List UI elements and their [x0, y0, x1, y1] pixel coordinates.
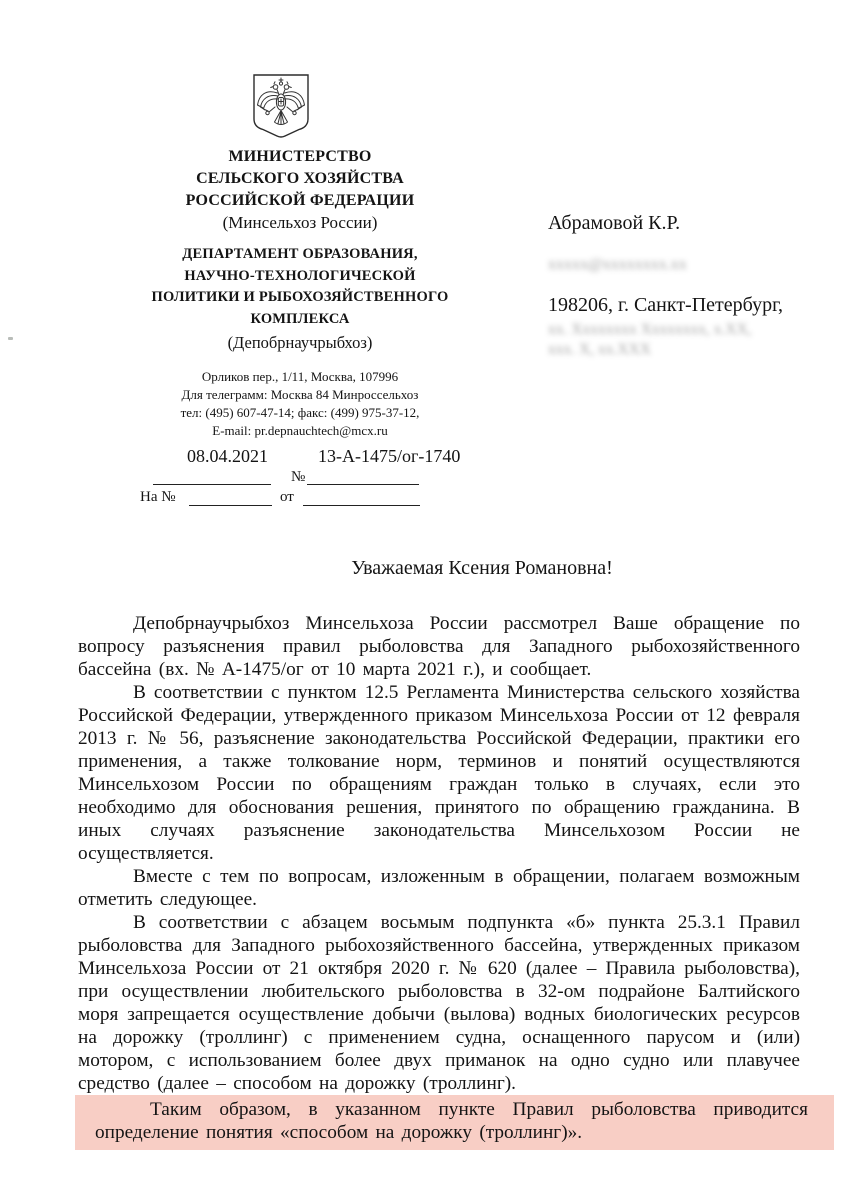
letter-body [78, 556, 808, 1150]
reference-row [105, 446, 495, 470]
highlighted-paragraph: Таким образом, в указанном пункте Правил рыболовства приводится определение понятия «способом на дорожку (троллинг)». [75, 1095, 834, 1150]
paragraph-2: В соответствии с пунктом 12.5 Регламента Министерства сельского хозяйства Российской Федерации, утвержденного приказом Минсельхоза России от 12 февраля 2013 г. № 56, разъяснение законодательства Российской Федерации, практики его применения, а также толкование норм, терминов и понятий осуществляются Минсельхозом России по обращениям граждан только в случаях, если это необходимо для обоснования решения, принятого по обращению гражданина. В иных случаях разъяснение законодательства Минсельхозом России не осуществляется. [78, 682, 800, 864]
ministry-short-name: (Минсельхоз России) [222, 213, 378, 232]
recipient-address-redacted-1: хх. Хххххххх Хххххххх, х.ХХ, [548, 321, 752, 338]
recipient-city: 198206, г. Санкт-Петербург, [548, 294, 784, 316]
department-short-name: (Депобрнаучрыбхоз) [227, 333, 373, 352]
phone-fax: тел: (495) 607-47-14; факс: (499) 975-37-12, [180, 405, 420, 420]
ministry-line-3: РОССИЙСКОЙ ФЕДЕРАЦИИ [185, 192, 415, 209]
telegram-address: Для телеграмм: Москва 84 Минроссельхоз [181, 387, 419, 402]
ministry-line-2: СЕЛЬСКОГО ХОЗЯЙСТВА [196, 170, 404, 187]
email-address: E-mail: pr.depnauchtech@mcx.ru [212, 423, 388, 438]
recipient-email-redacted: xxxxx@xxxxxxxx.xx [548, 256, 687, 273]
letter-date: 08.04.2021 [187, 446, 268, 466]
contact-info-block [105, 368, 495, 440]
number-sign: № [291, 469, 306, 485]
recipient-address-redacted-2: ххх. Х, хх.ХХХ [548, 341, 651, 358]
letter-number: 13-А-1475/ог-1740 [318, 446, 461, 466]
recipient-name: Абрамовой К.Р. [548, 212, 681, 234]
reply-number-underline [189, 505, 272, 506]
department-line-2: НАУЧНО-ТЕХНОЛОГИЧЕСКОЙ [184, 267, 416, 284]
department-line-3: ПОЛИТИКИ И РЫБОХОЗЯЙСТВЕННОГО [151, 289, 449, 305]
department-name-block [105, 244, 495, 354]
ministry-name-block [105, 146, 495, 234]
department-line-4: КОМПЛЕКСА [250, 310, 350, 327]
russia-coat-of-arms-icon [251, 73, 311, 139]
paragraph-3: Вместе с тем по вопросам, изложенным в обращении, полагаем возможным отметить следующее. [78, 866, 800, 910]
postal-address: Орликов пер., 1/11, Москва, 107996 [201, 369, 399, 384]
reply-from-label: от [280, 489, 294, 505]
recipient-block [548, 212, 838, 360]
scan-artifact-mark [8, 337, 13, 340]
paragraph-1: Депобрнаучрыбхоз Минсельхоза России рассмотрел Ваше обращение по вопросу разъяснения правил рыболовства для Западного рыбохозяйственного бассейна (вх. № А-1475/ог от 10 марта 2021 г.), и сообщает. [78, 613, 800, 680]
reply-to-label: На № [140, 489, 176, 505]
department-line-1: ДЕПАРТАМЕНТ ОБРАЗОВАНИЯ, [182, 246, 418, 262]
paragraphs [78, 612, 808, 1150]
date-underline [153, 484, 271, 485]
paragraph-4: В соответствии с абзацем восьмым подпункта «б» пункта 25.3.1 Правил рыболовства для Западного рыбохозяйственного бассейна, утвержденных приказом Минсельхоза России от 21 октября 2020 г. № 620 (далее – Правила рыболовства), при осуществлении любительского рыболовства в 32-ом подрайоне Балтийского моря запрещается осуществление добычи (вылова) водных биологических ресурсов на дорожку (троллинг) с применением судна, оснащенного парусом и (или) мотором, с использованием более двух приманок на одно судно или плавучее средство (далее – способом на дорожку (троллинг). [78, 912, 800, 1094]
ministry-line-1: МИНИСТЕРСТВО [228, 148, 372, 165]
salutation: Уважаемая Ксения Романовна! [351, 557, 613, 579]
number-underline [307, 484, 419, 485]
reply-date-underline [303, 505, 420, 506]
